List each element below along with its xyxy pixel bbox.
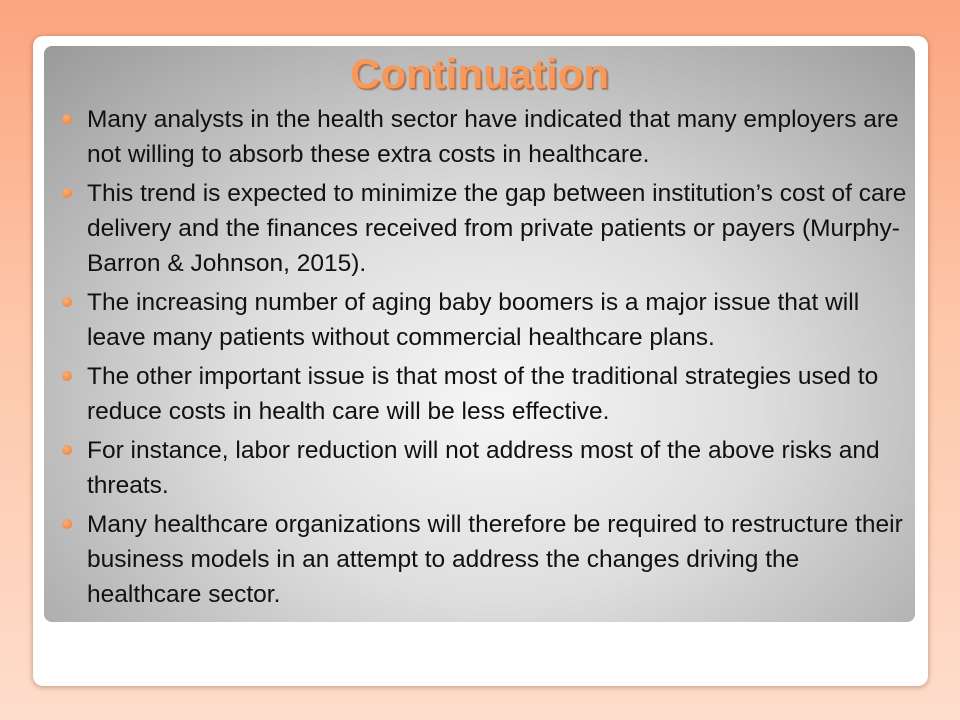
bullet-text: The other important issue is that most of the traditional strategies used to reduce costs in health care will be less effective. bbox=[87, 363, 879, 425]
bullet-dot-icon bbox=[62, 114, 72, 124]
bullet-item bbox=[44, 359, 915, 429]
slide-title: Continuation bbox=[350, 50, 609, 97]
bullet-dot-icon bbox=[62, 519, 72, 529]
bullet-item bbox=[44, 285, 915, 355]
bullet-dot-icon bbox=[62, 297, 72, 307]
bullet-dot-icon bbox=[62, 371, 72, 381]
bullet-dot-icon bbox=[62, 445, 72, 455]
bullet-list bbox=[44, 102, 915, 616]
bullet-text: Many analysts in the health sector have indicated that many employers are not willing to absorb these extra costs in healthcare. bbox=[87, 106, 899, 168]
bullet-item bbox=[44, 176, 915, 281]
bullet-text: For instance, labor reduction will not address most of the above risks and threats. bbox=[87, 437, 880, 499]
bullet-item bbox=[44, 102, 915, 172]
bullet-item bbox=[44, 433, 915, 503]
bullet-text: Many healthcare organizations will therefore be required to restructure their business models in an attempt to address the changes driving the healthcare sector. bbox=[87, 511, 903, 608]
bullet-text: The increasing number of aging baby boomers is a major issue that will leave many patients without commercial healthcare plans. bbox=[87, 289, 860, 351]
bullet-dot-icon bbox=[62, 188, 72, 198]
bullet-text: This trend is expected to minimize the gap between institution’s cost of care delivery and the finances received from private patients or payers (Murphy-Barron & Johnson, 2015). bbox=[87, 180, 907, 277]
bullet-item bbox=[44, 507, 915, 612]
content-panel bbox=[44, 46, 915, 622]
